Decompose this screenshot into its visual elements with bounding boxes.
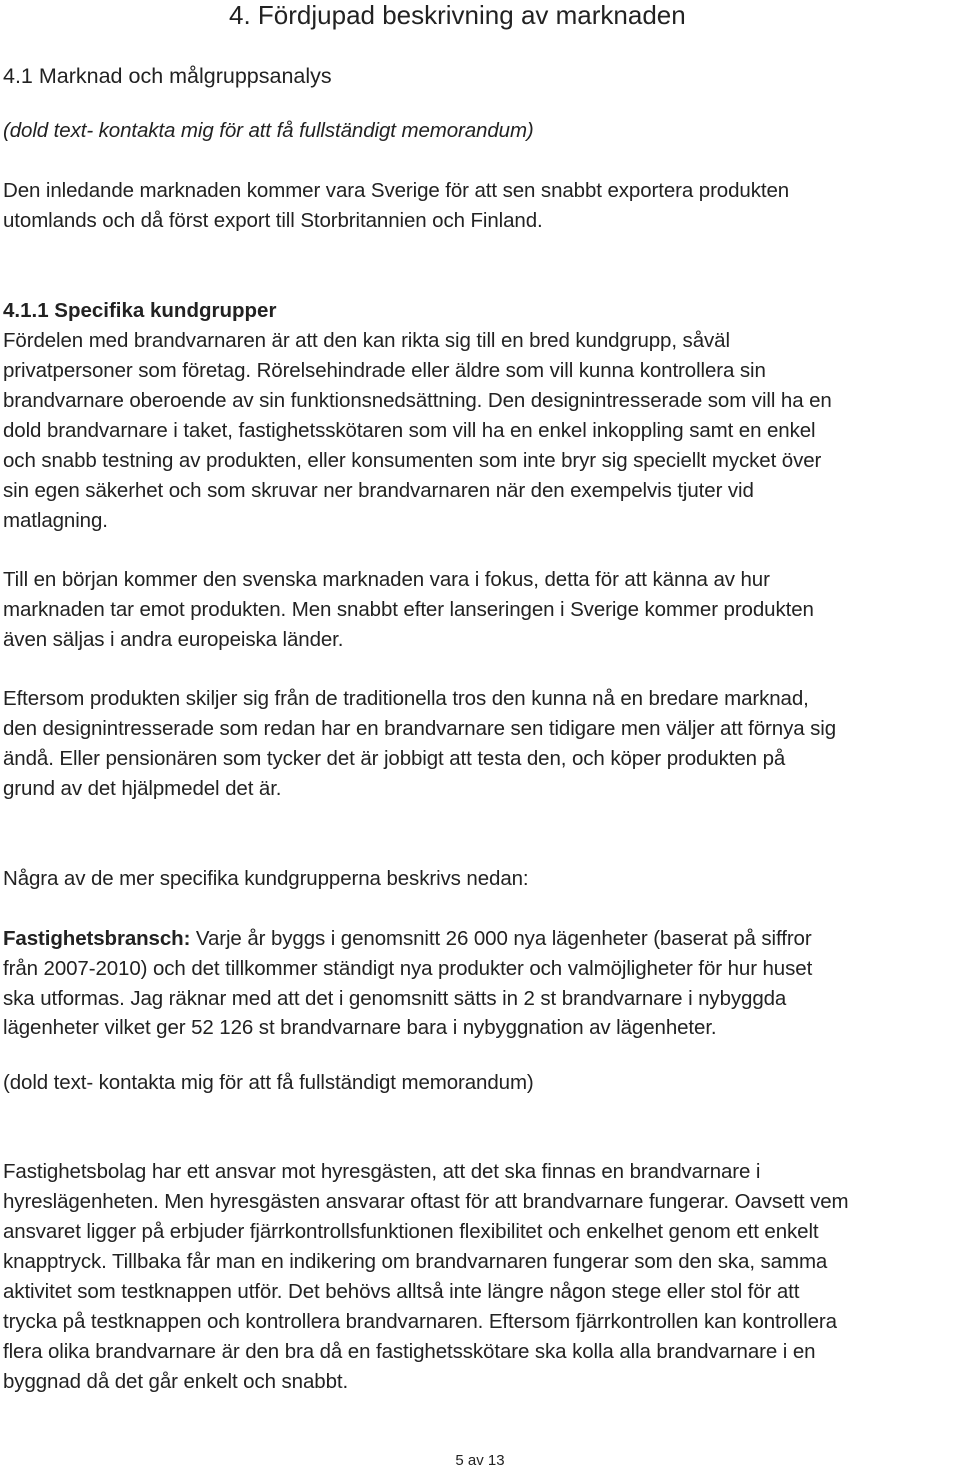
paragraph-line: marknaden tar emot produkten. Men snabbt efter lanseringen i Sverige kommer produkten	[3, 598, 814, 621]
paragraph-line: Några av de mer specifika kundgrupperna beskrivs nedan:	[3, 867, 529, 890]
paragraph-line: flera olika brandvarnare är den bra då en fastighetsskötare ska kolla alla brandvarnare i en	[3, 1340, 816, 1363]
paragraph-line: Fördelen med brandvarnaren är att den kan rikta sig till en bred kundgrupp, såväl	[3, 329, 730, 352]
paragraph-line: knapptryck. Tillbaka får man en indikering om brandvarnaren fungerar som den ska, samma	[3, 1250, 828, 1273]
hidden-text-note: (dold text- kontakta mig för att få fullständigt memorandum)	[3, 1071, 534, 1094]
paragraph-text: Varje år byggs i genomsnitt 26 000 nya lägenheter (baserat på siffror	[190, 927, 812, 950]
subsection-heading: 4.1 Marknad och målgruppsanalys	[3, 64, 332, 88]
paragraph-line: matlagning.	[3, 509, 108, 532]
paragraph-line: dold brandvarnare i taket, fastighetsskötaren som vill ha en enkel inkoppling samt en enkel	[3, 419, 816, 442]
paragraph-line: utomlands och då först export till Storbritannien och Finland.	[3, 209, 543, 232]
paragraph-line: ska utformas. Jag räknar med att det i genomsnitt sätts in 2 st brandvarnare i nybyggda	[3, 987, 787, 1010]
paragraph-line: ansvaret ligger på erbjuder fjärrkontrollsfunktionen flexibilitet och enkelhet genom ett enkelt	[3, 1220, 819, 1243]
paragraph-line: den designintresserade som redan har en brandvarnare sen tidigare men väljer att förnya sig	[3, 717, 837, 740]
paragraph-line: Till en början kommer den svenska marknaden vara i fokus, detta för att känna av hur	[3, 568, 770, 591]
section-heading: 4. Fördjupad beskrivning av marknaden	[229, 0, 686, 30]
paragraph-line: privatpersoner som företag. Rörelsehindrade eller äldre som vill kunna kontrollera sin	[3, 359, 766, 382]
paragraph-line: Fastighetsbolag har ett ansvar mot hyresgästen, att det ska finnas en brandvarnare i	[3, 1160, 761, 1183]
paragraph-line: byggnad då det går enkelt och snabbt.	[3, 1370, 349, 1393]
paragraph-line: och snabb testning av produkten, eller konsumenten som inte bryr sig speciellt mycket över	[3, 449, 822, 472]
paragraph-line: även säljas i andra europeiska länder.	[3, 628, 344, 651]
term-label: Fastighetsbransch:	[3, 927, 191, 950]
hidden-text-note: (dold text- kontakta mig för att få fullständigt memorandum)	[3, 119, 534, 142]
paragraph-line: från 2007-2010) och det tillkommer ständigt nya produkter och valmöjligheter för hur huset	[3, 957, 813, 980]
paragraph-line: hyreslägenheten. Men hyresgästen ansvarar oftast för att brandvarnare fungerar. Oavsett vem	[3, 1190, 849, 1213]
paragraph-line: grund av det hjälpmedel det är.	[3, 777, 282, 800]
paragraph-line	[3, 924, 812, 954]
paragraph-line: aktivitet som testknappen utför. Det behövs alltså inte längre någon stege eller stol för att	[3, 1280, 800, 1303]
paragraph-line: trycka på testknappen och kontrollera brandvarnaren. Eftersom fjärrkontrollen kan kontrollera	[3, 1310, 837, 1333]
paragraph-line: Den inledande marknaden kommer vara Sverige för att sen snabbt exportera produkten	[3, 179, 790, 202]
page-number: 5 av 13	[455, 1452, 505, 1469]
subsubsection-heading: 4.1.1 Specifika kundgrupper	[3, 299, 277, 322]
paragraph-line: brandvarnare oberoende av sin funktionsnedsättning. Den designintresserade som vill ha en	[3, 389, 832, 412]
paragraph-line: ändå. Eller pensionären som tycker det är jobbigt att testa den, och köper produkten på	[3, 747, 786, 770]
paragraph-line: Eftersom produkten skiljer sig från de traditionella tros den kunna nå en bredare marknad,	[3, 687, 809, 710]
paragraph-line: lägenheter vilket ger 52 126 st brandvarnare bara i nybyggnation av lägenheter.	[3, 1016, 717, 1039]
paragraph-line: sin egen säkerhet och som skruvar ner brandvarnaren när den exempelvis tjuter vid	[3, 479, 754, 502]
